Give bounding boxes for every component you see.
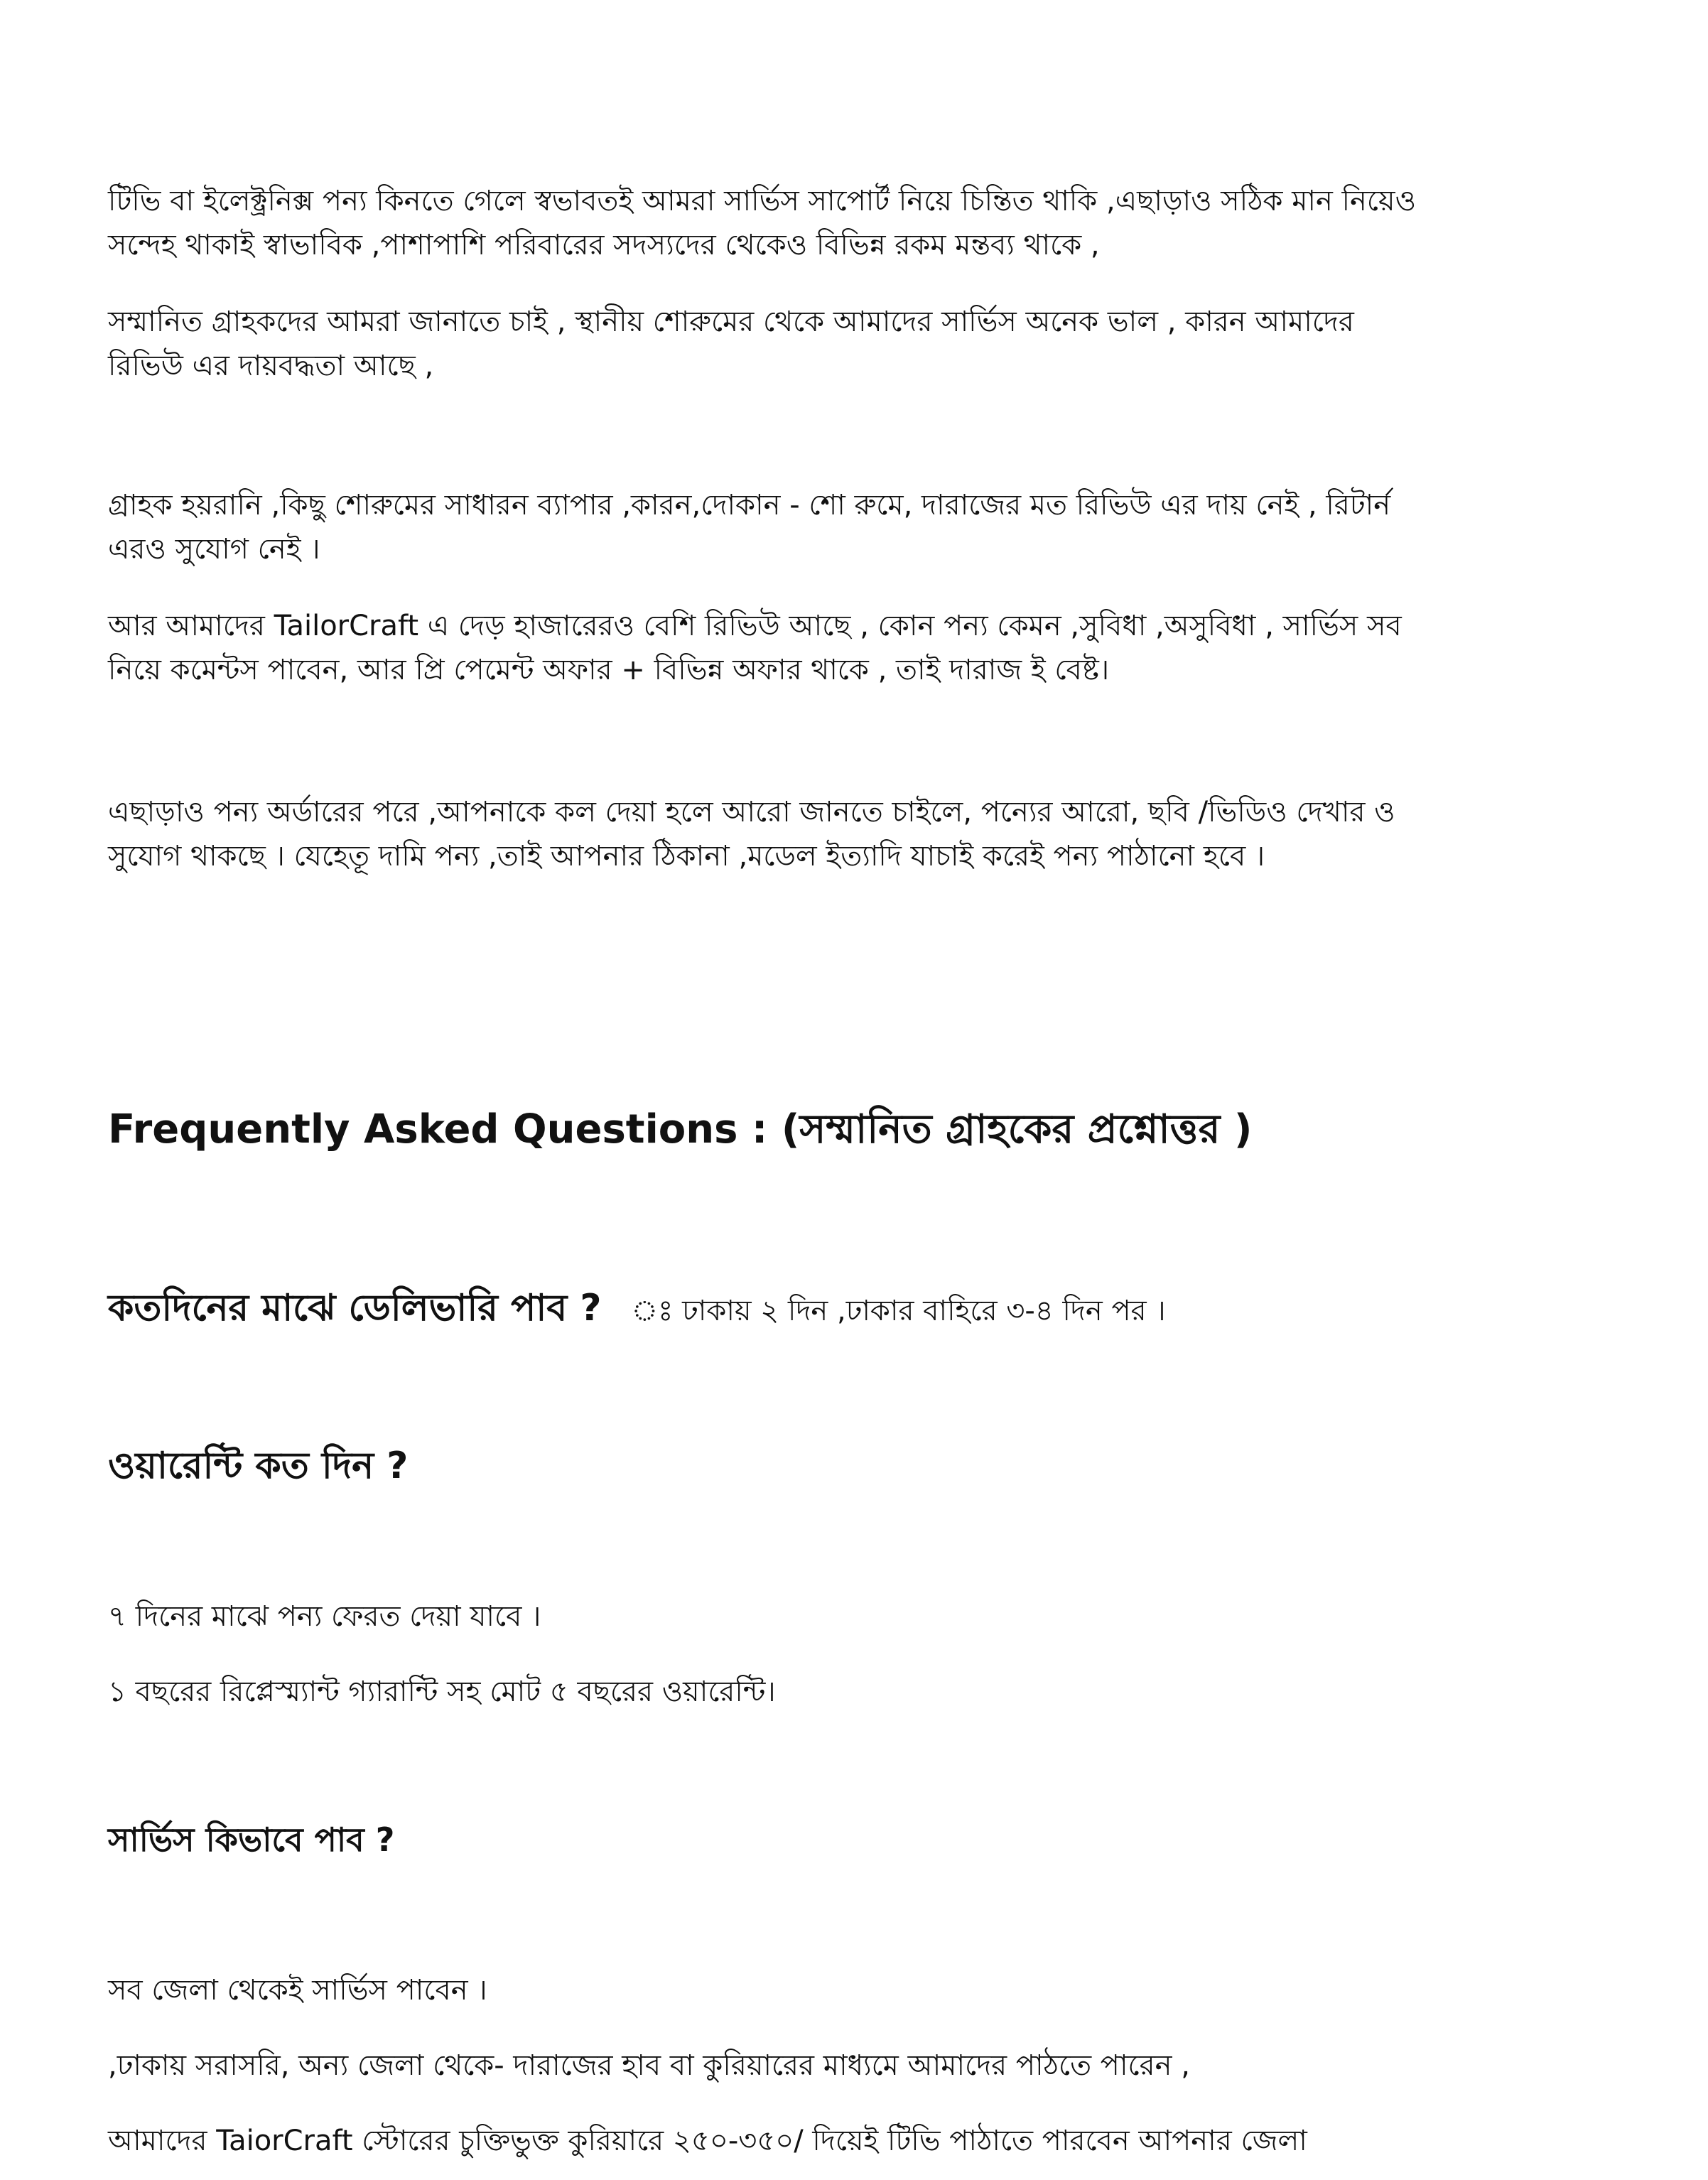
faq-question-warranty: ওয়ারেন্টি কত দিন ? bbox=[108, 1445, 409, 1487]
faq-question-service: সার্ভিস কিভাবে পাব ? bbox=[108, 1820, 395, 1859]
text-line: ১ বছরের রিপ্লেস্ম্যান্ট গ্যারান্টি সহ মোট ৫ বছরের ওয়ারেন্টি। bbox=[108, 1676, 776, 1708]
intro-paragraph-2 bbox=[108, 300, 1685, 388]
text-line: আর আমাদের TailorCraft এ দেড় হাজারেরও বেশি রিভিউ আছে , কোন পন্য কেমন ,সুবিধা ,অসুবিধা , সার্ভিস সব bbox=[108, 610, 1402, 642]
text-line: এরও সুযোগ নেই । bbox=[108, 533, 320, 566]
faq-answer-service bbox=[108, 1968, 1685, 2163]
text-line: ,ঢাকায় সরাসরি, অন্য জেলা থেকে- দারাজের হাব বা কুরিয়ারের মাধ্যমে আমাদের পাঠতে পারেন , bbox=[108, 2049, 1190, 2082]
text-line: সন্দেহ থাকাই স্বাভাবিক ,পাশাপাশি পরিবারের সদস্যদের থেকেও বিভিন্ন রকম মন্তব্য থাকে , bbox=[108, 229, 1100, 261]
faq-question: কতদিনের মাঝে ডেলিভারি পাব ? bbox=[108, 1287, 602, 1329]
faq-answer: ঃ ঢাকায় ২ দিন ,ঢাকার বাহিরে ৩-৪ দিন পর । bbox=[631, 1295, 1166, 1327]
text-line: গ্রাহক হয়রানি ,কিছু শোরুমের সাধারন ব্যাপার ,কারন,দোকান - শো রুমে, দারাজের মত রিভিউ এর দায় নেই , রিটার্ন bbox=[108, 489, 1391, 522]
intro-paragraph-1 bbox=[108, 179, 1685, 267]
text-line: সম্মানিত গ্রাহকদের আমরা জানাতে চাই , স্থানীয় শোরুমের থেকে আমাদের সার্ভিস অনেক ভাল , কারন আমাদের bbox=[108, 306, 1354, 338]
text-line: সুযোগ থাকছে । যেহেতূ দামি পন্য ,তাই আপনার ঠিকানা ,মডেল ইত্যাদি যাচাই করেই পন্য পাঠানো হবে । bbox=[108, 840, 1265, 873]
text-line: টিভি বা ইলেক্ট্রনিক্স পন্য কিনতে গেলে স্বভাবতই আমরা সার্ভিস সাপোর্ট নিয়ে চিন্তিত থাকি ,এছাড়াও সঠিক মান নিয়েও bbox=[108, 185, 1417, 217]
intro-paragraph-4 bbox=[108, 604, 1685, 692]
intro-paragraph-3 bbox=[108, 483, 1685, 571]
faq-heading: Frequently Asked Questions : (সম্মানিত গ্রাহকের প্রশ্নোত্তর ) bbox=[108, 1106, 1253, 1153]
intro-paragraph-5 bbox=[108, 790, 1685, 878]
text-line: ৭ দিনের মাঝে পন্য ফেরত দেয়া যাবে । bbox=[108, 1600, 541, 1633]
text-line: আমাদের TaiorCraft স্টোরের চুক্তিভুক্ত কুরিয়ারে ২৫০-৩৫০/ দিয়েই টিভি পাঠাতে পারবেন আপনার জেলা bbox=[108, 2125, 1307, 2157]
text-line: সব জেলা থেকেই সার্ভিস পাবেন । bbox=[108, 1974, 487, 2007]
faq-answer-warranty bbox=[108, 1594, 1685, 1714]
faq-item-delivery bbox=[108, 1283, 1685, 1336]
text-line: নিয়ে কমেন্টস পাবেন, আর প্রি পেমেন্ট অফার + বিভিন্ন অফার থাকে , তাই দারাজ ই বেষ্ট। bbox=[108, 654, 1110, 686]
text-line: এছাড়াও পন্য অর্ডারের পরে ,আপনাকে কল দেয়া হলে আরো জানতে চাইলে, পন্যের আরো, ছবি /ভিডিও দেখার ও bbox=[108, 796, 1395, 829]
text-line: রিভিউ এর দায়বদ্ধতা আছে , bbox=[108, 350, 434, 382]
